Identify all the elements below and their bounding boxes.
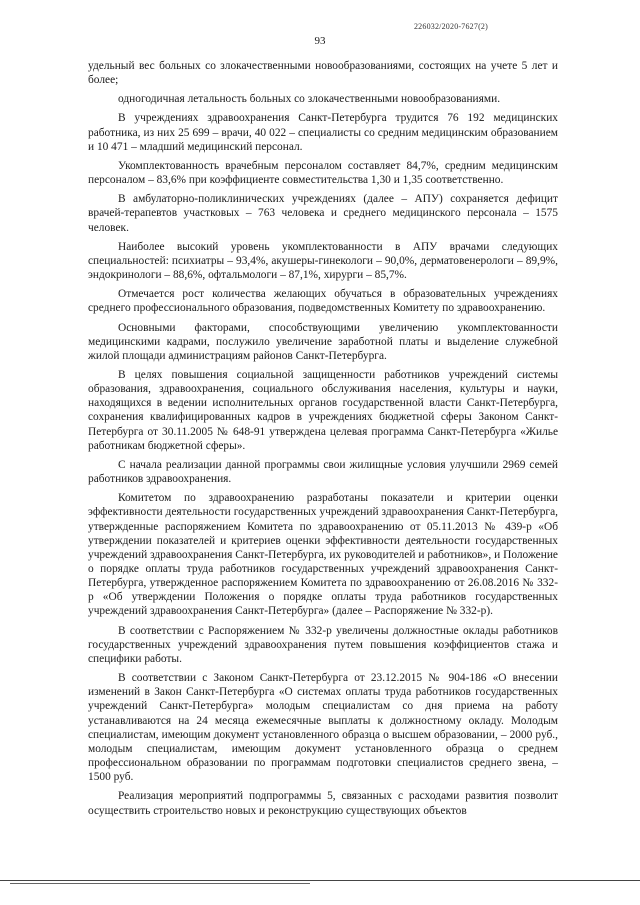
- paragraph: В целях повышения социальной защищенности работников учреждений системы образования, здравоохранения, социального обслуживания населения, культуры и науки, находящихся в ведении исполнительных органов государственной власти Санкт-Петербурга, сохранения квалифицированных кадров в учреждениях бюджетной сферы Законом Санкт-Петербурга от 30.11.2005 № 648-91 утверждена целевая программа Санкт-Петербурга «Жилье работникам бюджетной сферы».: [88, 368, 558, 452]
- paragraph: Реализация мероприятий подпрограммы 5, связанных с расходами развития позволит осуществить строительство новых и реконструкцию существующих объектов: [88, 790, 558, 817]
- paragraph: В учреждениях здравоохранения Санкт-Петербурга трудится 76 192 медицинских работника, из них 25 699 – врачи, 40 022 – специалисты со средним медицинским образованием и 10 471 – младший медицинский персонал.: [88, 112, 558, 153]
- scan-edge-line: [0, 880, 640, 881]
- paragraph: Комитетом по здравоохранению разработаны показатели и критерии оценки эффективности деятельности государственных учреждений здравоохранения Санкт-Петербурга, утвержденные распоряжением Комитета по здравоохранению от 05.11.2013 № 439-р «Об утверждении показателей и критериев оценки эффективности деятельности государственных учреждений здравоохранения Санкт-Петербурга, их руководителей и работников», и Положение о порядке оплаты труда работников государственных учреждений здравоохранения Санкт-Петербурга, утвержденное распоряжением Комитета по здравоохранению от 26.08.2016 № 332-р «Об утверждении Положения о порядке оплаты труда работников государственных учреждений здравоохранения Санкт-Петербурга» (далее – Распоряжение № 332-р).: [88, 492, 558, 618]
- paragraph: В амбулаторно-поликлинических учреждениях (далее – АПУ) сохраняется дефицит врачей-терапевтов участковых – 763 человека и среднего медицинского персонала – 1575 человек.: [88, 193, 558, 234]
- paragraph: Наиболее высокий уровень укомплектованности в АПУ врачами следующих специальностей: психиатры – 93,4%, акушеры-гинекологи – 90,0%, дерматовенерологи – 89,9%, эндокринологи – 88,6%, офтальмологи – 87,1%, хирурги – 85,7%.: [88, 240, 558, 282]
- paragraph: Основными факторами, способствующими увеличению укомплектованности медицинскими кадрами, послужило увеличение заработной платы и выделение служебной жилой площади администрациям районов Санкт-Петербурга.: [88, 321, 558, 362]
- document-body: [88, 59, 558, 818]
- paragraph: удельный вес больных со злокачественными новообразованиями, состоящих на учете 5 лет и более;: [88, 60, 558, 87]
- paragraph: Укомплектованность врачебным персоналом составляет 84,7%, средним медицинским персоналом – 83,6% при коэффициенте совместительства 1,30 и 1,35 соответственно.: [88, 159, 558, 187]
- paragraph: одногодичная летальность больных со злокачественными новообразованиями.: [118, 93, 501, 106]
- paragraph: С начала реализации данной программы свои жилищные условия улучшили 2969 семей работников здравоохранения.: [88, 458, 558, 486]
- paragraph: Отмечается рост количества желающих обучаться в образовательных учреждениях среднего профессионального образования, подведомственных Комитету по здравоохранению.: [88, 288, 558, 315]
- document-id: 226032/2020-7627(2): [413, 22, 488, 31]
- scan-edge-line: [10, 883, 310, 884]
- paragraph: В соответствии с Распоряжением № 332-р увеличены должностные оклады работников государственных учреждений здравоохранения путем повышения коэффициентов стажа и специфики работы.: [88, 624, 558, 665]
- page-number: 93: [314, 35, 326, 47]
- paragraph: В соответствии с Законом Санкт-Петербурга от 23.12.2015 № 904-186 «О внесении изменений в Закон Санкт-Петербурга «О системах оплаты труда работников государственных учреждений Санкт-Петербурга» молодым специалистам со дня приема на работу устанавливаются на 24 месяца ежемесячные выплаты к должностному окладу. Молодым специалистам, имеющим документ установленного образца о высшем образовании, – 2000 руб., молодым специалистам, имеющим документ установленного образца о среднем профессиональном образовании по программам подготовки специалистов среднего звена, – 1500 руб.: [88, 672, 558, 784]
